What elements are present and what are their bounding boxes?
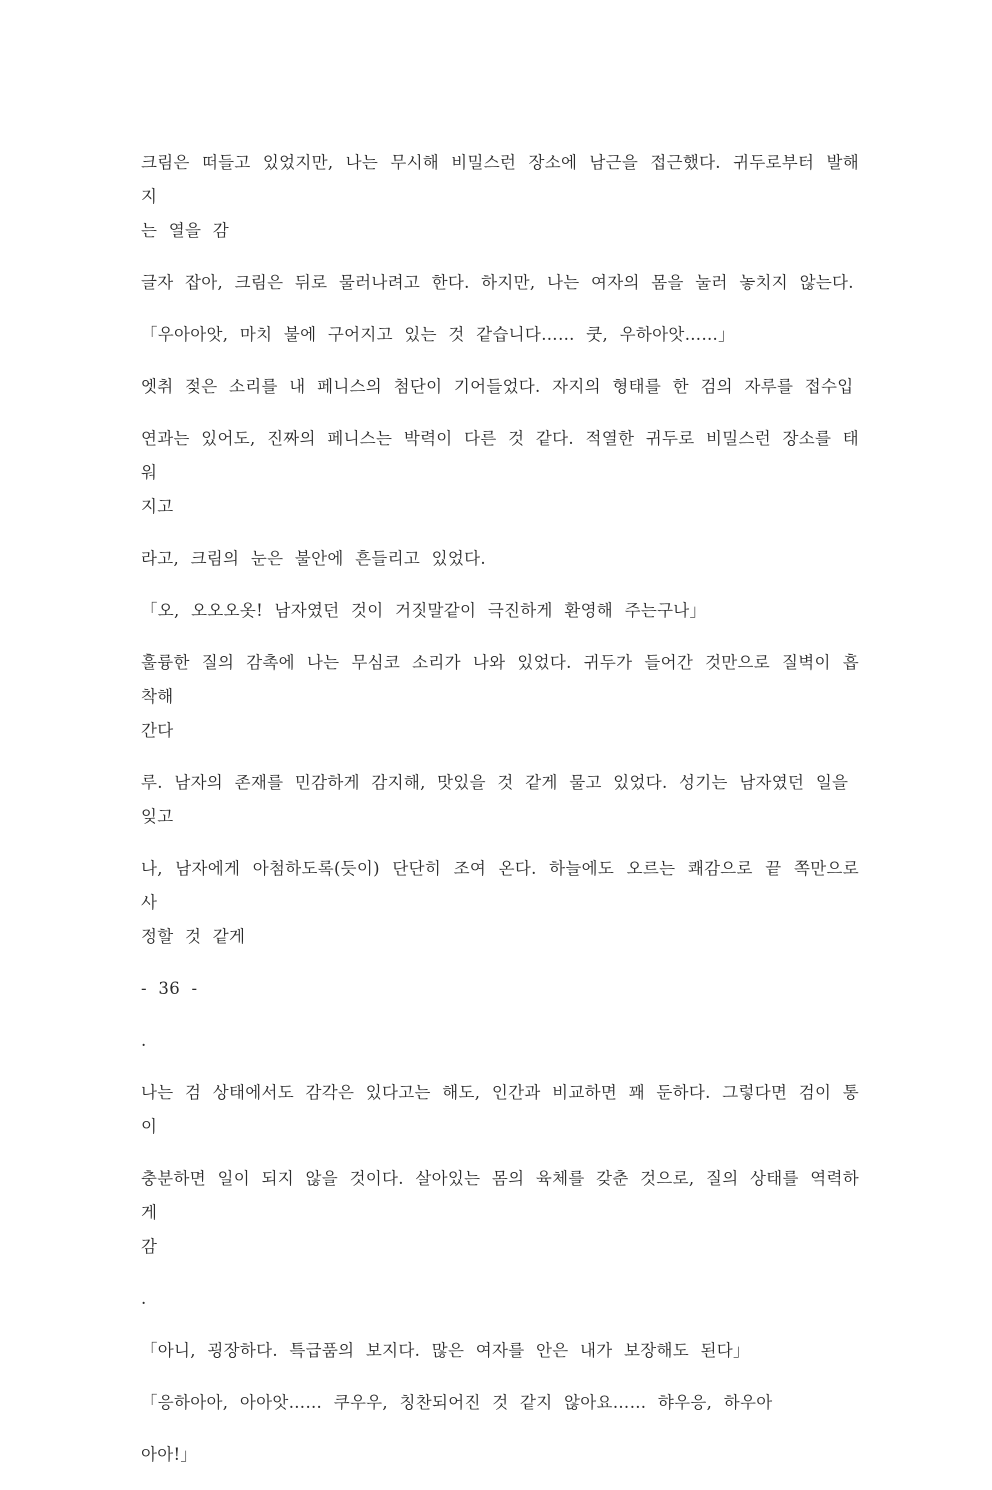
paragraph <box>141 146 859 248</box>
text-line: 「오, 오오오옷! 남자였던 것이 거짓말같이 극진하게 환영해 주는구나」 <box>141 601 707 620</box>
paragraph <box>141 318 859 352</box>
text-line: 「응하아아, 아아앗…… 쿠우우, 칭찬되어진 것 같지 않아요…… 햐우응, 하우아 <box>141 1393 773 1412</box>
stray-dot <box>141 1024 859 1058</box>
paragraph <box>141 1334 859 1368</box>
text-line: . <box>141 1289 147 1308</box>
stray-dot <box>141 1282 859 1316</box>
document-page <box>141 146 859 1490</box>
text-line: 나, 남자에게 아첨하도록(듯이) 단단히 조여 온다. 하늘에도 오르는 쾌감으로 끝 쪽만으로 사 <box>141 859 859 912</box>
text-line: 크림은 떠들고 있었지만, 나는 무시해 비밀스런 장소에 남근을 접근했다. 귀두로부터 발해지 <box>141 153 859 206</box>
text-line: 글자 잡아, 크림은 뒤로 물러나려고 한다. 하지만, 나는 여자의 몸을 눌러 놓치지 않는다. <box>141 273 854 292</box>
text-line: . <box>141 1031 147 1050</box>
text-line: 아아!」 <box>141 1445 198 1464</box>
text-line: 「우아아앗, 마치 불에 구어지고 있는 것 같습니다…… 쿳, 우하아앗……」 <box>141 325 735 344</box>
paragraph <box>141 766 859 834</box>
text-line: 루. 남자의 존재를 민감하게 감지해, 맛있을 것 같게 물고 있었다. 성기는 남자였던 일을 잊고 <box>141 773 849 826</box>
text-line: - 36 - <box>141 979 198 998</box>
text-line: 연과는 있어도, 진짜의 페니스는 박력이 다른 것 같다. 적열한 귀두로 비밀스런 장소를 태워 <box>141 429 859 482</box>
text-line: 라고, 크림의 눈은 불안에 흔들리고 있었다. <box>141 549 486 568</box>
paragraph <box>141 370 859 404</box>
text-line: 는 열을 감 <box>141 221 230 240</box>
paragraph <box>141 1076 859 1144</box>
paragraph <box>141 852 859 954</box>
paragraph <box>141 646 859 748</box>
text-line: 훌륭한 질의 감촉에 나는 무심코 소리가 나와 있었다. 귀두가 들어간 것만으로 질벽이 흡착해 <box>141 653 859 706</box>
paragraph <box>141 422 859 524</box>
paragraph <box>141 1438 859 1472</box>
paragraph <box>141 266 859 300</box>
text-line: 엣취 젖은 소리를 내 페니스의 첨단이 기어들었다. 자지의 형태를 한 검의 자루를 접수입 <box>141 377 854 396</box>
paragraph <box>141 542 859 576</box>
page-number <box>141 972 859 1006</box>
text-line: 간다 <box>141 721 174 740</box>
paragraph <box>141 1386 859 1420</box>
text-line: 지고 <box>141 497 174 516</box>
paragraph <box>141 594 859 628</box>
text-line: 정할 것 같게 <box>141 927 246 946</box>
text-line: 나는 검 상태에서도 감각은 있다고는 해도, 인간과 비교하면 꽤 둔하다. 그렇다면 검이 통이 <box>141 1083 859 1136</box>
text-line: 「아니, 굉장하다. 특급품의 보지다. 많은 여자를 안은 내가 보장해도 된다」 <box>141 1341 750 1360</box>
text-line: 감 <box>141 1237 158 1256</box>
text-line: 충분하면 일이 되지 않을 것이다. 살아있는 몸의 육체를 갖춘 것으로, 질의 상태를 역력하게 <box>141 1169 859 1222</box>
paragraph <box>141 1162 859 1264</box>
